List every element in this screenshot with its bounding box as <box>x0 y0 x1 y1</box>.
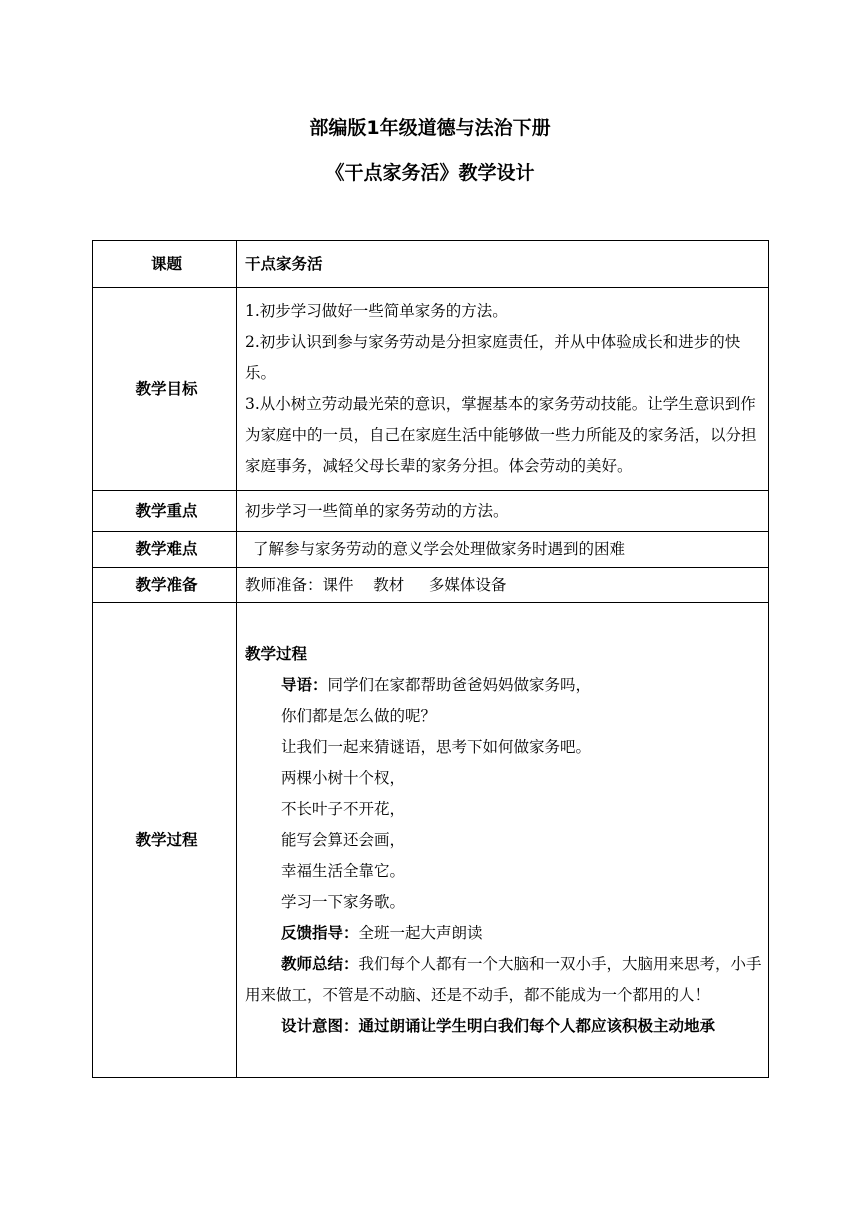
table-row-goals <box>93 288 769 491</box>
difficulties-label: 教学难点 <box>93 532 237 568</box>
document-title: 部编版1年级道德与法治下册 <box>309 117 551 139</box>
riddle-line: 不长叶子不开花， <box>281 799 406 818</box>
lesson-plan-table <box>92 240 769 1078</box>
process-line: 你们都是怎么做的呢？ <box>281 706 437 725</box>
intro-line <box>245 670 764 701</box>
goals-label: 教学目标 <box>93 288 237 491</box>
summary-text: 我们每个人都有一个大脑和一双小手，大脑用来思考，小手用来做工，不管是不动脑、还是不动手，都不能成为一个都用的人！ <box>245 954 762 1004</box>
key-points-value: 初步学习一些简单的家务劳动的方法。 <box>237 491 769 532</box>
preparation-label: 教学准备 <box>93 568 237 603</box>
table-row-key-points <box>93 491 769 532</box>
preparation-value: 教师准备：课件 教材 多媒体设备 <box>237 568 769 603</box>
topic-value: 干点家务活 <box>237 241 769 288</box>
riddle-line: 两棵小树十个杈， <box>281 768 406 787</box>
goal-item: 2.初步认识到参与家务劳动是分担家庭责任，并从中体验成长和进步的快乐。 <box>245 333 741 382</box>
feedback-label: 反馈指导： <box>281 923 359 942</box>
design-label: 设计意图： <box>281 1016 359 1035</box>
topic-label: 课题 <box>93 241 237 288</box>
riddle-line: 幸福生活全靠它。 <box>281 861 406 880</box>
intro-text: 同学们在家都帮助爸爸妈妈做家务吗， <box>327 675 592 694</box>
process-cell <box>237 603 769 1078</box>
process-line: 让我们一起来猜谜语，思考下如何做家务吧。 <box>281 737 592 756</box>
summary-paragraph <box>245 949 764 1011</box>
table-row-topic <box>93 241 769 288</box>
table-row-process <box>93 603 769 1078</box>
document-subtitle: 《干点家务活》教学设计 <box>325 162 535 184</box>
intro-label: 导语： <box>281 675 328 694</box>
riddle-line: 能写会算还会画， <box>281 830 406 849</box>
goal-item: 1.初步学习做好一些简单家务的方法。 <box>245 302 508 320</box>
design-intent-line <box>245 1011 764 1042</box>
table-row-preparation <box>93 568 769 603</box>
design-text: 通过朗诵让学生明白我们每个人都应该积极主动地承 <box>358 1016 716 1035</box>
goal-item: 3.从小树立劳动最光荣的意识，掌握基本的家务劳动技能。让学生意识到作为家庭中的一员，自己在家庭生活中能够做一些力所能及的家务活，以分担家庭事务，减轻父母长辈的家务分担。体会劳动的美好。 <box>245 395 757 475</box>
key-points-label: 教学重点 <box>93 491 237 532</box>
process-heading: 教学过程 <box>245 644 308 663</box>
table-row-difficulties <box>93 532 769 568</box>
process-line: 学习一下家务歌。 <box>281 892 406 911</box>
feedback-line <box>245 918 764 949</box>
process-label: 教学过程 <box>93 603 237 1078</box>
summary-label: 教师总结： <box>281 954 359 973</box>
difficulties-value: 了解参与家务劳动的意义学会处理做家务时遇到的困难 <box>237 532 769 568</box>
goals-cell <box>237 288 769 491</box>
feedback-text: 全班一起大声朗读 <box>358 923 483 942</box>
